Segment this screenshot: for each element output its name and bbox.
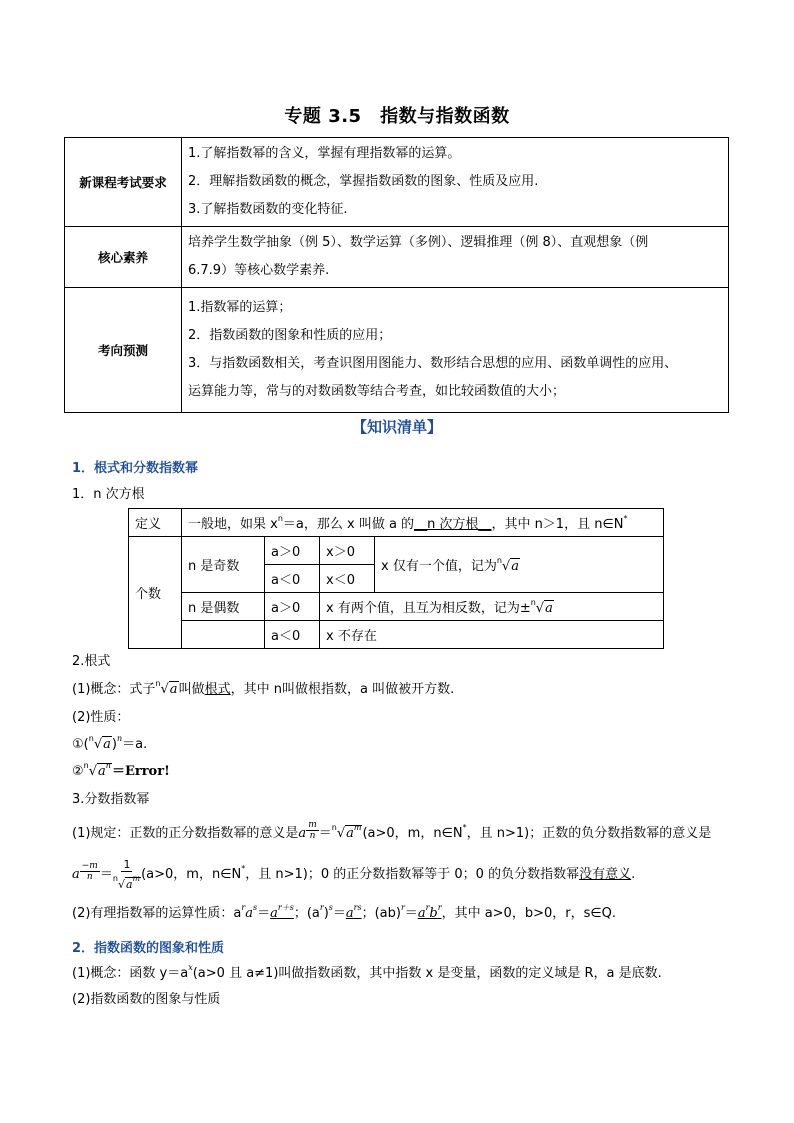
- requirement-line: 3.了解指数函数的变化特征.: [188, 202, 348, 217]
- exponential-graph-heading: (2)指数函数的图象与性质: [72, 992, 221, 1007]
- property-2: $②^n√a^n=Error$!: [72, 761, 170, 779]
- radical-symbol: $^n$√a: [530, 598, 553, 616]
- no-exist: x 不存在: [320, 621, 664, 649]
- requirement-row: [65, 288, 729, 413]
- exponent-operations: (2)有理指数幂的运算性质：$a^ra^s=a^{r+s}$；$(a^r)^s=a^{rs}$；$(ab)^r=a^rb^r$，其中 a>0，b>0，r，s∈Q.: [72, 903, 617, 921]
- requirement-line: 2．理解指数函数的概念，掌握指数函数的图象、性质及应用.: [188, 174, 539, 189]
- requirements-table: [64, 137, 729, 413]
- subheading-fractional-exponent: 3.分数指数幂: [72, 792, 150, 807]
- requirement-row: [65, 227, 729, 288]
- even-case: n 是偶数: [182, 593, 265, 621]
- requirement-line: 运算能力等，常与的对数函数等结合考查，如比较函数值的大小；: [188, 384, 566, 399]
- requirement-line: 6.7.9）等核心数学素养.: [188, 263, 330, 278]
- property-1: $①(^n√a)^n=a$.: [72, 734, 148, 752]
- fractional-rule-2: a $\frac{-m}{n}$ ＝ $\frac{1}{^n√a^m}$ (a>0，m，n∈N*，且 n>1)；0 的正分数指数幂等于 0；0 的负分数指数幂没有意义.: [72, 858, 636, 891]
- x-positive: x＞0: [320, 537, 375, 565]
- definition-label: 定义: [129, 509, 182, 537]
- exponential-concept: (1)概念：函数 $y=a^x(a>0$ 且 a≠1)叫做指数函数，其中指数 x 是变量，函数的定义域是 R，a 是底数.: [72, 963, 662, 981]
- a-positive: a＞0: [265, 537, 320, 565]
- requirement-label: 考向预测: [65, 288, 182, 413]
- subheading-nth-root: 1．n 次方根: [72, 487, 145, 502]
- heading-radicals: 1．根式和分数指数幂: [72, 461, 199, 476]
- radical-concept: (1)概念：式子$^n$√a叫做根式，其中 n叫做根指数，a 叫做被开方数.: [72, 679, 455, 697]
- section-title: 【知识清单】: [351, 418, 442, 436]
- x-negative: x＜0: [320, 565, 375, 593]
- even-result: x 有两个值，且互为相反数，记为±$^n$√a: [320, 593, 664, 621]
- requirement-line: 1.了解指数幂的含义，掌握有理指数幂的运算。: [188, 146, 461, 161]
- a-negative: a＜0: [265, 565, 320, 593]
- property-label: (2)性质：: [72, 710, 130, 725]
- odd-result: x 仅有一个值，记为$^n$√a: [375, 537, 664, 593]
- requirement-line: 培养学生数学抽象（例 5）、数学运算（多例）、逻辑推理（例 8）、直观想象（例: [188, 235, 649, 250]
- page-title: 专题 3.5 指数与指数函数: [284, 106, 510, 127]
- requirement-line: 2．指数函数的图象和性质的应用；: [188, 328, 392, 343]
- requirement-row: [65, 138, 729, 227]
- count-label: 个数: [129, 537, 182, 649]
- odd-case: n 是奇数: [182, 537, 265, 593]
- requirement-label: 新课程考试要求: [65, 138, 182, 227]
- a-positive: a＞0: [265, 593, 320, 621]
- radical-symbol: $^n$√a: [496, 556, 519, 574]
- requirement-line: 1.指数幂的运算；: [188, 300, 292, 315]
- subheading-radical: 2.根式: [72, 654, 111, 669]
- requirement-label: 核心素养: [65, 227, 182, 288]
- heading-exponential-function: 2．指数函数的图象和性质: [72, 941, 225, 956]
- a-negative: a＜0: [265, 621, 320, 649]
- fractional-rule-1: (1)规定：正数的正分数指数幂的意义是a $\frac{m}{n}$ $=^n√a^m(a>0$，m，n∈N*，且 n>1)；正数的负分数指数幂的意义是: [72, 820, 712, 841]
- requirement-line: 3．与指数函数相关，考查识图用图能力、数形结合思想的应用、函数单调性的应用、: [188, 356, 678, 371]
- nth-root-table: [128, 508, 664, 649]
- definition-text: 一般地，如果 $x^n=a$，那么 x 叫做 a 的__n 次方根__，其中 n＞1，且 n∈N*: [182, 509, 664, 537]
- answer-blank: __n 次方根__: [414, 517, 492, 532]
